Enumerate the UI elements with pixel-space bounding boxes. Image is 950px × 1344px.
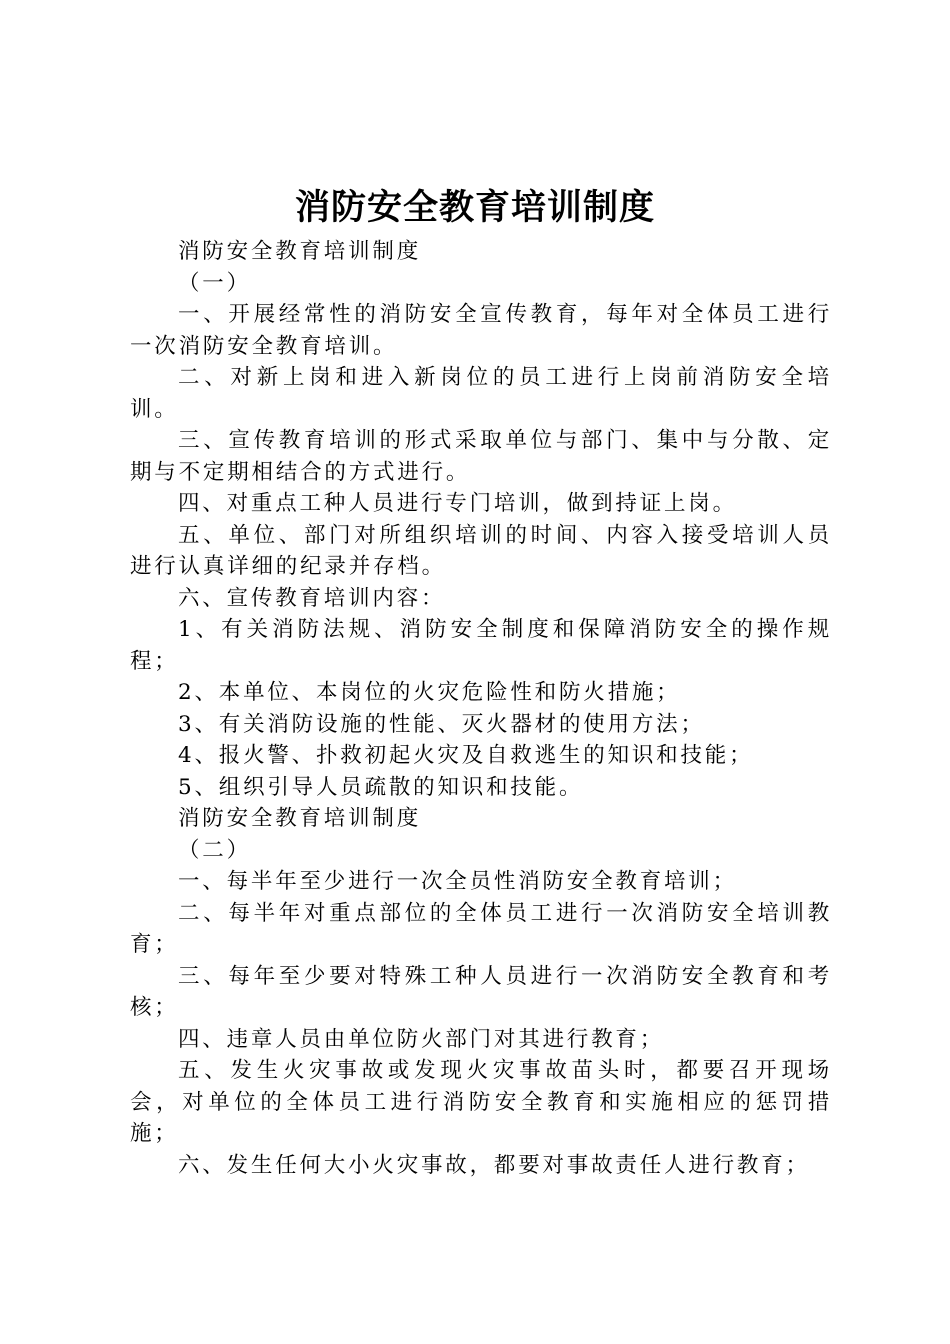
list-item: 3、有关消防设施的性能、灭火器材的使用方法； xyxy=(178,711,705,737)
list-item: 4、报火警、扑救初起火灾及自救逃生的知识和技能； xyxy=(178,743,754,768)
paragraph: 一、开展经常性的消防安全宣传教育，每年对全体员工进行一次消防安全教育培训。 xyxy=(130,302,832,359)
paragraph: 四、违章人员由单位防火部门对其进行教育； xyxy=(178,1026,665,1052)
list-item: 2、本单位、本岗位的火灾危险性和防火措施； xyxy=(178,680,681,705)
paragraph: 六、发生任何大小火灾事故，都要对事故责任人进行教育； xyxy=(178,1152,810,1178)
paragraph: 五、单位、部门对所组织培训的时间、内容入接受培训人员进行认真详细的纪录并存档。 xyxy=(130,522,832,579)
paragraph-heading-2: 消防安全教育培训制度 xyxy=(178,806,422,831)
paragraph: 二、每半年对重点部位的全体员工进行一次消防安全培训教育； xyxy=(130,900,832,957)
paragraph: 一、每半年至少进行一次全员性消防安全教育培训； xyxy=(178,869,737,894)
paragraph: 四、对重点工种人员进行专门培训，做到持证上岗。 xyxy=(178,491,737,516)
paragraph-heading-1: 消防安全教育培训制度 xyxy=(178,239,422,264)
paragraph-section-2: （二） xyxy=(178,837,251,863)
paragraph: 五、发生火灾事故或发现火灾事故苗头时，都要召开现场会，对单位的全体员工进行消防安全教育和实施相应的惩罚措施； xyxy=(130,1058,832,1146)
paragraph: 六、宣传教育培训内容： xyxy=(178,585,446,611)
list-item: 5、组织引导人员疏散的知识和技能。 xyxy=(178,774,584,800)
paragraph-section-1: （一） xyxy=(178,270,251,296)
paragraph: 三、宣传教育培训的形式采取单位与部门、集中与分散、定期与不定期相结合的方式进行。 xyxy=(130,428,832,485)
document-title: 消防安全教育培训制度 xyxy=(294,188,655,228)
document-body xyxy=(130,236,832,1181)
list-item: 1、有关消防法规、消防安全制度和保障消防安全的操作规程； xyxy=(130,617,832,674)
paragraph: 二、对新上岗和进入新岗位的员工进行上岗前消防安全培训。 xyxy=(130,365,832,422)
paragraph: 三、每年至少要对特殊工种人员进行一次消防安全教育和考核； xyxy=(130,963,832,1020)
